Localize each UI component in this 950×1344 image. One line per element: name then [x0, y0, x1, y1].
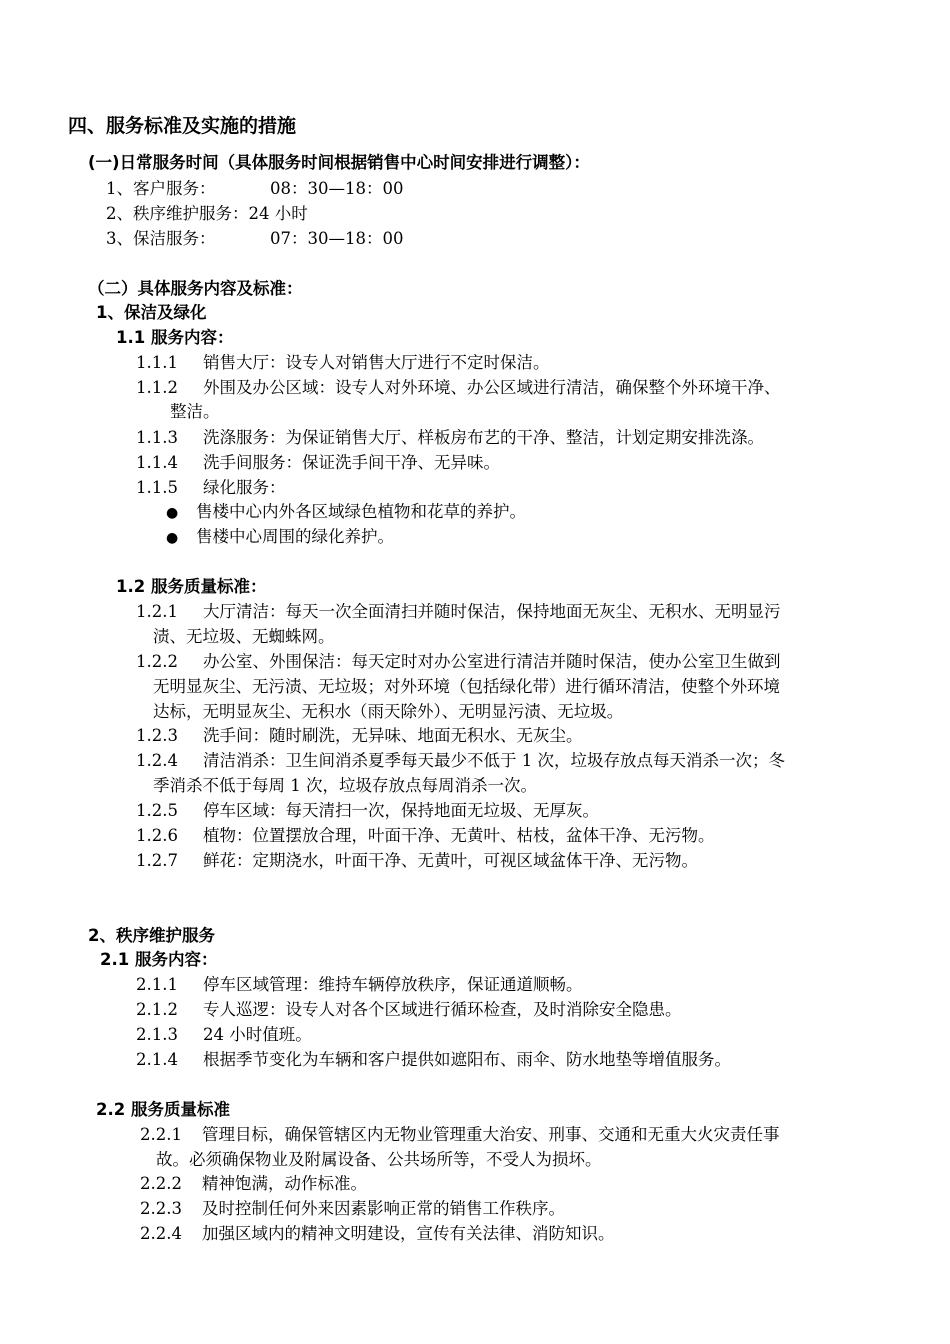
item-number: 2.1.1: [136, 975, 178, 994]
item-number: 2.1.3: [136, 1025, 178, 1044]
list-item: [140, 1125, 780, 1145]
item-number: 1.2.7: [136, 851, 178, 870]
bullet-item: [166, 502, 526, 523]
item-text: 鲜花：定期浇水，叶面干净、无黄叶，可视区域盆体干净、无污物。: [203, 851, 698, 870]
list-item: [136, 652, 781, 672]
item-number: 2.2.2: [140, 1174, 182, 1193]
item-number: 1.1.4: [136, 453, 178, 472]
item-text: 外围及办公区域：设专人对外环境、办公区域进行清洁，确保整个外环境干净、: [203, 378, 781, 397]
list-item: [136, 378, 781, 398]
item-text: 洗手间：随时刷洗，无异味、地面无积水、无灰尘。: [203, 726, 583, 745]
list-item: [136, 453, 500, 473]
item-number: 1.1.5: [136, 478, 178, 497]
item-text: 洗手间服务：保证洗手间干净、无异味。: [203, 453, 500, 472]
item-number: 2.1.4: [136, 1050, 178, 1069]
item-number: 1.1.1: [136, 353, 178, 372]
bullet-icon: ●: [166, 505, 179, 521]
list-item: [136, 1050, 731, 1070]
time-item-value: 07：30—18：00: [270, 229, 404, 248]
list-item: [140, 1199, 565, 1219]
time-item-cleaning: [106, 229, 403, 249]
bullet-text: 售楼中心周围的绿化养护。: [196, 527, 394, 546]
list-item: [140, 1174, 367, 1194]
item-text: 及时控制任何外来因素影响正常的销售工作秩序。: [202, 1199, 565, 1218]
part2-heading: （二）具体服务内容及标准：: [88, 279, 303, 298]
list-item: [136, 851, 698, 871]
list-item: [136, 975, 583, 995]
list-item-continuation: 故。必须确保物业及附属设备、公共场所等，不受人为损坏。: [156, 1150, 602, 1169]
list-item: [136, 602, 781, 622]
security-heading: 2、秩序维护服务: [88, 926, 215, 945]
cleaning-content-heading: 1.1 服务内容：: [116, 328, 234, 347]
list-item: [136, 801, 599, 821]
time-item-value: 24 小时: [248, 204, 308, 223]
list-item: [140, 1224, 615, 1244]
list-item-continuation: 无明显灰尘、无污渍、无垃圾；对外环境（包括绿化带）进行循环清洁，使整个外环境: [153, 677, 780, 696]
item-text: 24 小时值班。: [203, 1025, 312, 1044]
item-number: 1.2.5: [136, 801, 178, 820]
time-item-security: [106, 204, 308, 224]
item-number: 2.2.1: [140, 1125, 182, 1144]
item-number: 1.2.1: [136, 602, 178, 621]
list-item-continuation: 整洁。: [170, 402, 220, 421]
item-text: 管理目标，确保管辖区内无物业管理重大治安、刑事、交通和无重大火灾责任事: [202, 1125, 780, 1144]
item-text: 加强区域内的精神文明建设，宣传有关法律、消防知识。: [202, 1224, 615, 1243]
item-number: 1.2.6: [136, 826, 178, 845]
item-number: 1.2.4: [136, 751, 178, 770]
item-number: 1.1.2: [136, 378, 178, 397]
item-text: 植物：位置摆放合理，叶面干净、无黄叶、枯枝，盆体干净、无污物。: [203, 826, 715, 845]
item-text: 办公室、外围保洁：每天定时对办公室进行清洁并随时保洁，使办公室卫生做到: [203, 652, 781, 671]
list-item: [136, 726, 583, 746]
bullet-icon: ●: [166, 530, 179, 546]
item-number: 1.2.3: [136, 726, 178, 745]
item-text: 洗涤服务：为保证销售大厅、样板房布艺的干净、整洁，计划定期安排洗涤。: [203, 428, 764, 447]
security-quality-heading: 2.2 服务质量标准: [96, 1100, 230, 1119]
cleaning-quality-heading: 1.2 服务质量标准：: [116, 577, 267, 596]
time-item-value: 08：30—18：00: [270, 179, 404, 198]
list-item: [136, 826, 715, 846]
time-item-label: 3、保洁服务：: [106, 229, 216, 248]
list-item: [136, 428, 764, 448]
time-item-customer: [106, 179, 403, 199]
item-text: 停车区域：每天清扫一次，保持地面无垃圾、无厚灰。: [203, 801, 599, 820]
item-text: 绿化服务：: [203, 478, 286, 497]
item-text: 大厅清洁：每天一次全面清扫并随时保洁，保持地面无灰尘、无积水、无明显污: [203, 602, 781, 621]
list-item: [136, 1025, 312, 1045]
cleaning-heading: 1、保洁及绿化: [96, 303, 207, 322]
section-title: 四、服务标准及实施的措施: [68, 115, 297, 137]
item-text: 清洁消杀：卫生间消杀夏季每天最少不低于 1 次，垃圾存放点每天消杀一次；冬: [203, 751, 785, 770]
item-number: 1.2.2: [136, 652, 178, 671]
list-item: [136, 353, 550, 373]
item-text: 停车区域管理：维持车辆停放秩序，保证通道顺畅。: [203, 975, 583, 994]
list-item: [136, 478, 286, 498]
item-text: 专人巡逻：设专人对各个区域进行循环检查，及时消除安全隐患。: [203, 1000, 682, 1019]
time-item-label: 1、客户服务：: [106, 179, 216, 198]
item-text: 精神饱满，动作标准。: [202, 1174, 367, 1193]
bullet-item: [166, 527, 394, 548]
item-text: 销售大厅：设专人对销售大厅进行不定时保洁。: [203, 353, 550, 372]
list-item: [136, 751, 785, 771]
item-text: 根据季节变化为车辆和客户提供如遮阳布、雨伞、防水地垫等增值服务。: [203, 1050, 731, 1069]
list-item-continuation: 达标，无明显灰尘、无积水（雨天除外）、无明显污渍、无垃圾。: [153, 702, 624, 721]
item-number: 2.2.3: [140, 1199, 182, 1218]
time-item-label: 2、秩序维护服务：: [106, 204, 249, 223]
list-item-continuation: 渍、无垃圾、无蜘蛛网。: [153, 627, 335, 646]
part1-heading: (一)日常服务时间（具体服务时间根据销售中心时间安排进行调整）：: [88, 153, 590, 172]
bullet-text: 售楼中心内外各区域绿色植物和花草的养护。: [196, 502, 526, 521]
item-number: 2.2.4: [140, 1224, 182, 1243]
item-number: 1.1.3: [136, 428, 178, 447]
list-item-continuation: 季消杀不低于每周 1 次，垃圾存放点每周消杀一次。: [153, 776, 537, 795]
item-number: 2.1.2: [136, 1000, 178, 1019]
list-item: [136, 1000, 682, 1020]
security-content-heading: 2.1 服务内容：: [100, 950, 218, 969]
